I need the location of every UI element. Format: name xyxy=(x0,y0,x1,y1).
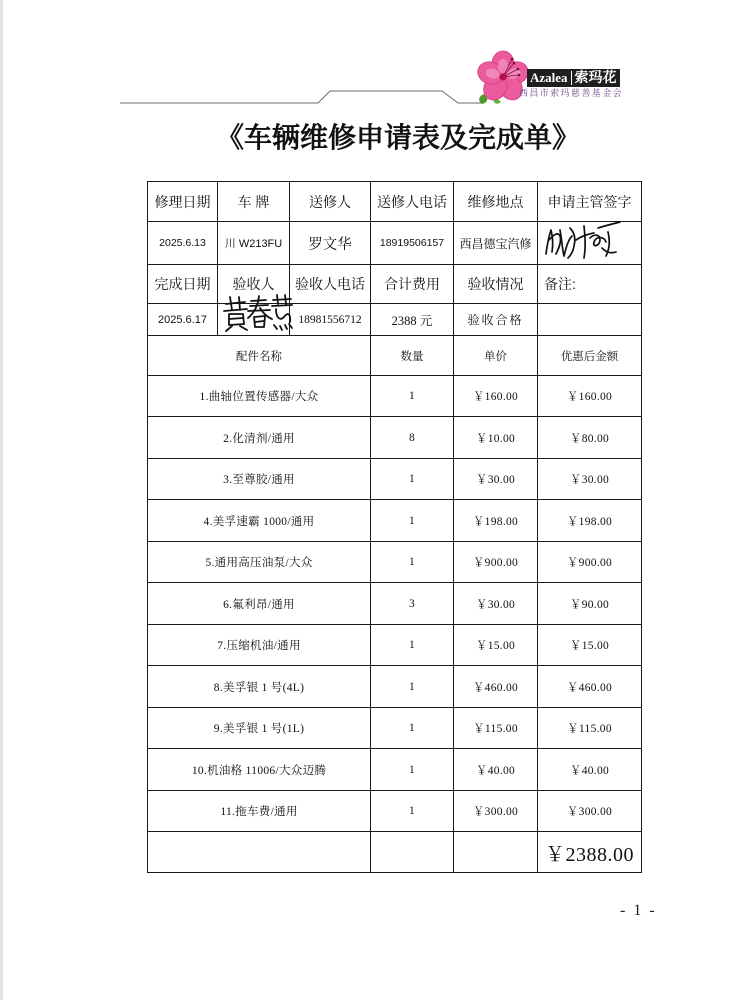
supervisor-signature xyxy=(540,218,624,262)
request-header-row xyxy=(148,182,642,222)
unit-price-header: 单价 xyxy=(454,336,538,376)
table-row xyxy=(148,666,642,708)
part-name: 3.至尊胶/通用 xyxy=(148,459,371,500)
acceptor-label: 验收人 xyxy=(218,265,290,304)
part-amount: ￥15.00 xyxy=(538,625,642,666)
part-amount: ￥900.00 xyxy=(538,542,642,583)
plate-value: 川 W213FU xyxy=(218,222,290,265)
part-name: 7.压缩机油/通用 xyxy=(148,625,371,666)
part-quantity: 1 xyxy=(371,542,454,583)
plate-label: 车 牌 xyxy=(218,182,290,222)
part-name: 4.美孚速霸 1000/通用 xyxy=(148,500,371,542)
acceptor-signature xyxy=(218,292,294,332)
sender-phone-value: 18919506157 xyxy=(371,222,454,265)
part-amount: ￥80.00 xyxy=(538,417,642,459)
complete-date-value: 2025.6.17 xyxy=(148,304,218,336)
repair-date-value: 2025.6.13 xyxy=(148,222,218,265)
table-row xyxy=(148,417,642,459)
repair-form-table xyxy=(147,181,642,873)
part-unit-price: ￥30.00 xyxy=(454,583,538,625)
part-amount: ￥30.00 xyxy=(538,459,642,500)
part-unit-price: ￥198.00 xyxy=(454,500,538,542)
supervisor-signature-label: 申请主管签字 xyxy=(538,182,642,222)
part-quantity: 1 xyxy=(371,791,454,832)
quantity-header: 数量 xyxy=(371,336,454,376)
part-quantity: 1 xyxy=(371,500,454,542)
table-row xyxy=(148,459,642,500)
part-quantity: 1 xyxy=(371,749,454,791)
part-name: 11.拖车费/通用 xyxy=(148,791,371,832)
sender-label: 送修人 xyxy=(290,182,371,222)
discounted-amount-header: 优惠后金额 xyxy=(538,336,642,376)
part-unit-price: ￥460.00 xyxy=(454,666,538,708)
table-row xyxy=(148,542,642,583)
part-name: 10.机油格 11006/大众迈腾 xyxy=(148,749,371,791)
total-row-empty-cell xyxy=(454,832,538,873)
logo-wordmark xyxy=(527,69,620,87)
part-quantity: 8 xyxy=(371,417,454,459)
total-row-empty-cell xyxy=(371,832,454,873)
repair-location-label: 维修地点 xyxy=(454,182,538,222)
part-name: 9.美孚银 1 号(1L) xyxy=(148,708,371,749)
part-amount: ￥40.00 xyxy=(538,749,642,791)
part-unit-price: ￥30.00 xyxy=(454,459,538,500)
part-quantity: 1 xyxy=(371,376,454,417)
part-amount: ￥460.00 xyxy=(538,666,642,708)
part-quantity: 1 xyxy=(371,625,454,666)
part-unit-price: ￥40.00 xyxy=(454,749,538,791)
logo-chinese-text: 索玛花 xyxy=(574,70,617,86)
part-amount: ￥160.00 xyxy=(538,376,642,417)
table-row xyxy=(148,500,642,542)
part-unit-price: ￥300.00 xyxy=(454,791,538,832)
part-unit-price: ￥15.00 xyxy=(454,625,538,666)
document-title: 《车辆维修申请表及完成单》 xyxy=(215,123,580,154)
remarks-label: 备注: xyxy=(538,265,642,304)
scan-edge xyxy=(0,0,3,1000)
logo-latin-text: Azalea xyxy=(530,70,568,85)
page-number: - 1 - xyxy=(620,902,657,919)
table-row xyxy=(148,791,642,832)
part-unit-price: ￥10.00 xyxy=(454,417,538,459)
table-row xyxy=(148,749,642,791)
acceptance-value: 验收合格 xyxy=(454,304,538,336)
repair-location-value: 西昌德宝汽修 xyxy=(454,222,538,265)
part-unit-price: ￥900.00 xyxy=(454,542,538,583)
part-name: 5.通用高压油泵/大众 xyxy=(148,542,371,583)
repair-date-label: 修理日期 xyxy=(148,182,218,222)
grand-total: ￥2388.00 xyxy=(538,832,642,873)
header-decorative-line xyxy=(115,85,487,109)
part-amount: ￥300.00 xyxy=(538,791,642,832)
sender-phone-label: 送修人电话 xyxy=(371,182,454,222)
part-unit-price: ￥160.00 xyxy=(454,376,538,417)
part-name-header: 配件名称 xyxy=(148,336,371,376)
acceptor-phone-value: 18981556712 xyxy=(290,304,371,336)
sender-value: 罗文华 xyxy=(290,222,371,265)
acceptance-label: 验收情况 xyxy=(454,265,538,304)
total-cost-value: 2388 元 xyxy=(371,304,454,336)
part-quantity: 1 xyxy=(371,459,454,500)
table-row xyxy=(148,625,642,666)
table-row xyxy=(148,583,642,625)
part-name: 1.曲轴位置传感器/大众 xyxy=(148,376,371,417)
part-name: 8.美孚银 1 号(4L) xyxy=(148,666,371,708)
part-name: 2.化清剂/通用 xyxy=(148,417,371,459)
total-row xyxy=(148,832,642,873)
complete-date-label: 完成日期 xyxy=(148,265,218,304)
part-quantity: 1 xyxy=(371,666,454,708)
table-row xyxy=(148,708,642,749)
logo-organization-name: 西昌市索玛慈善基金会 xyxy=(519,89,624,99)
part-amount: ￥198.00 xyxy=(538,500,642,542)
part-quantity: 1 xyxy=(371,708,454,749)
part-quantity: 3 xyxy=(371,583,454,625)
table-row xyxy=(148,376,642,417)
remarks-value-cell xyxy=(538,304,642,336)
parts-header-row xyxy=(148,336,642,376)
part-amount: ￥90.00 xyxy=(538,583,642,625)
part-name: 6.氟利昂/通用 xyxy=(148,583,371,625)
acceptor-phone-label: 验收人电话 xyxy=(290,265,371,304)
total-row-empty-cell xyxy=(148,832,371,873)
total-cost-label: 合计费用 xyxy=(371,265,454,304)
part-unit-price: ￥115.00 xyxy=(454,708,538,749)
part-amount: ￥115.00 xyxy=(538,708,642,749)
